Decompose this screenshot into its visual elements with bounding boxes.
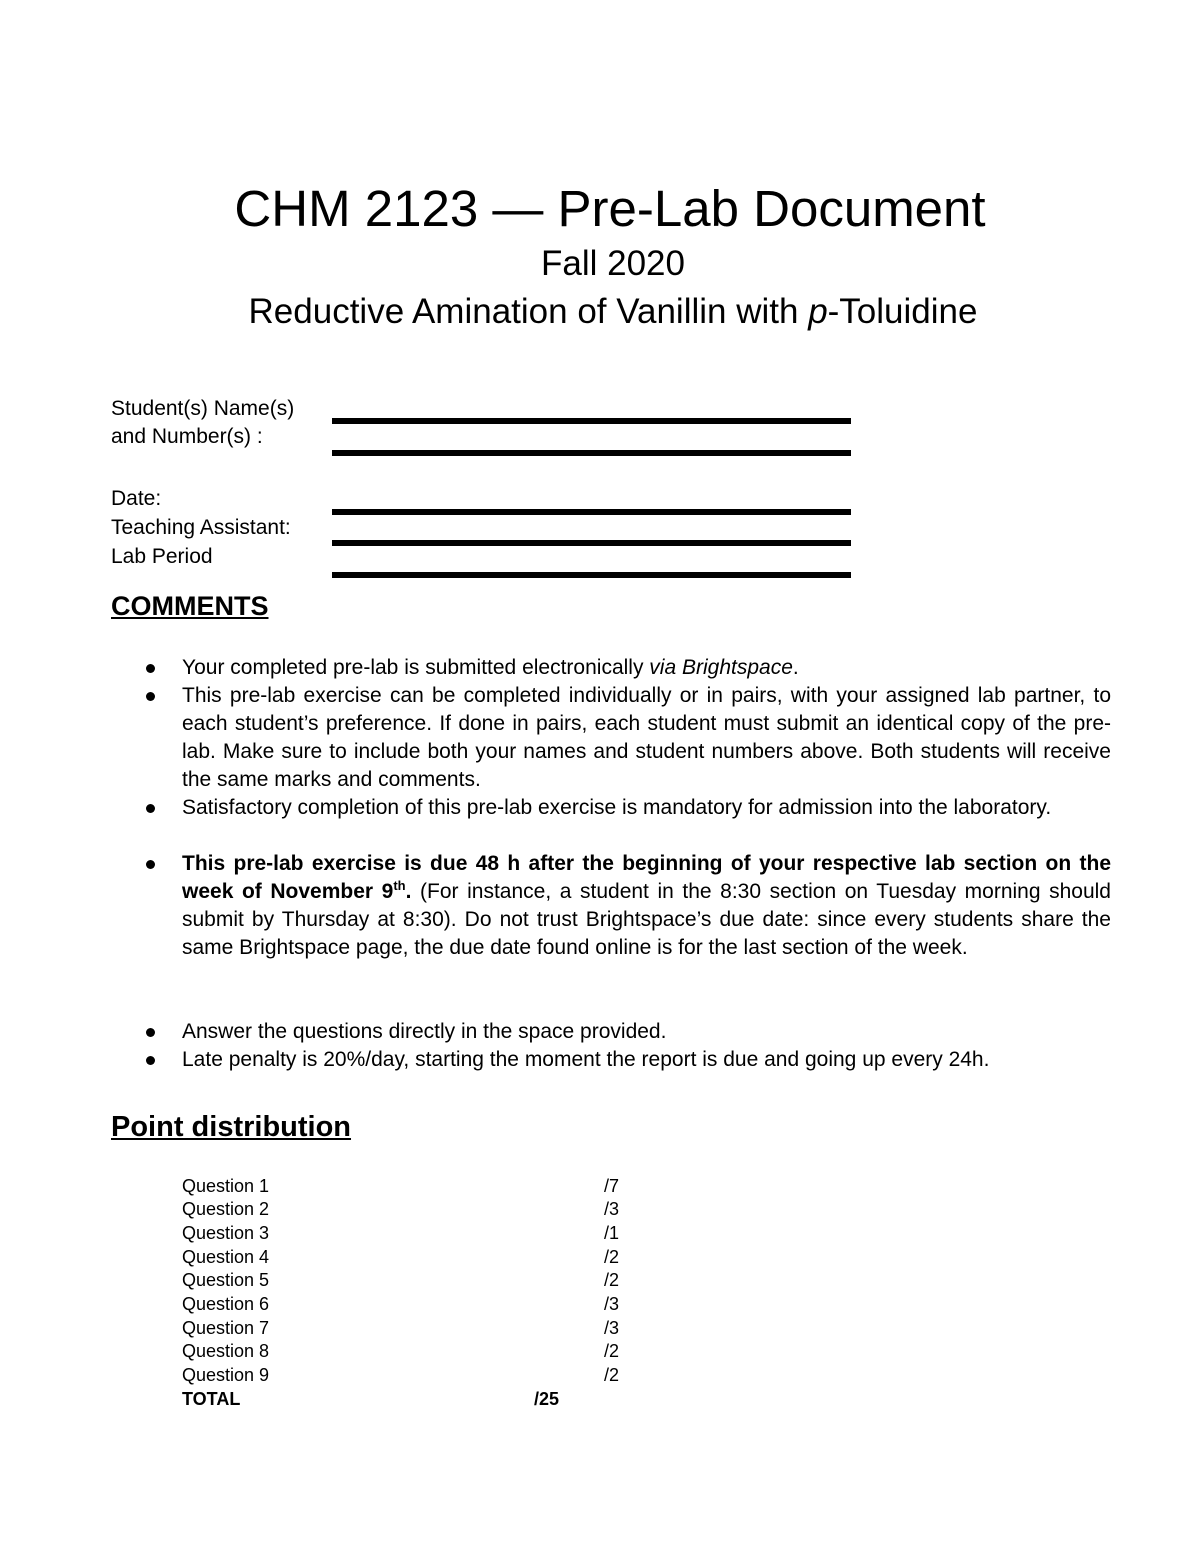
list-item	[182, 850, 1111, 962]
list-item	[182, 1018, 1111, 1046]
due-date-sup: th	[393, 878, 406, 893]
list-item	[182, 682, 1111, 794]
question-label: Question 6	[182, 1294, 270, 1314]
question-points: /2	[604, 1247, 620, 1267]
teaching-assistant-blank[interactable]	[332, 540, 851, 546]
comment-text: Late penalty is 20%/day, starting the moment the report is due and going up every 24h.	[182, 1048, 990, 1071]
bullet-icon	[146, 1028, 155, 1037]
total-points: /25	[534, 1389, 560, 1409]
question-points: /2	[604, 1365, 620, 1385]
due-date-bold: This pre-lab exercise is due 48 h after the beginning of your respective lab section on the week of November 9	[182, 852, 1111, 903]
question-points: /2	[604, 1270, 620, 1290]
question-label: Question 7	[182, 1318, 270, 1338]
lab-period-blank[interactable]	[332, 572, 851, 578]
experiment-title-italic: p	[808, 292, 828, 331]
comment-text: Answer the questions directly in the space provided.	[182, 1020, 667, 1043]
question-label: Question 5	[182, 1270, 270, 1290]
lab-period-label: Lab Period	[111, 545, 213, 568]
term-subtitle: Fall 2020	[541, 244, 685, 283]
due-date-bold-end: .	[405, 880, 412, 903]
experiment-title	[0, 292, 1200, 332]
bullet-icon	[146, 1056, 155, 1065]
bullet-icon	[146, 804, 155, 813]
student-names-label: Student(s) Name(s)	[111, 397, 295, 420]
student-names-blank-2[interactable]	[332, 450, 851, 456]
date-label: Date:	[111, 487, 162, 510]
date-blank[interactable]	[332, 509, 851, 515]
student-names-blank-1[interactable]	[332, 418, 851, 424]
point-distribution-heading: Point distribution	[111, 1111, 352, 1143]
question-points: /3	[604, 1199, 620, 1219]
question-points: /2	[604, 1341, 620, 1361]
experiment-title-prefix: Reductive Amination of Vanillin with	[248, 292, 809, 331]
comment-text: Your completed pre-lab is submitted electronically	[182, 656, 650, 679]
question-points: /1	[604, 1223, 620, 1243]
question-label: Question 9	[182, 1365, 270, 1385]
question-label: Question 8	[182, 1341, 270, 1361]
question-label: Question 1	[182, 1176, 270, 1196]
question-label: Question 4	[182, 1247, 270, 1267]
list-item	[182, 654, 1111, 682]
comment-text: Satisfactory completion of this pre-lab exercise is mandatory for admission into the laboratory.	[182, 796, 1052, 819]
comment-italic: via Brightspace	[649, 656, 793, 679]
list-item	[182, 794, 1111, 822]
question-points: /3	[604, 1318, 620, 1338]
document-title: CHM 2123 — Pre-Lab Document	[234, 180, 986, 237]
question-label: Question 2	[182, 1199, 270, 1219]
bullet-icon	[146, 692, 155, 701]
comments-heading: COMMENTS	[111, 591, 269, 621]
question-label: Question 3	[182, 1223, 270, 1243]
experiment-title-suffix: -Toluidine	[827, 292, 978, 331]
bullet-icon	[146, 664, 155, 673]
comment-end: .	[792, 656, 799, 679]
comment-text: This pre-lab exercise can be completed individually or in pairs, with your assigned lab partner, to each student’s preference. If done in pairs, each student must submit an identical copy of the pre-lab. Make sure to include both your names and student numbers above. Both students will receive the same marks and comments.	[182, 684, 1111, 791]
question-points: /3	[604, 1294, 620, 1314]
comment-text: (For instance, a student in the 8:30 section on Tuesday morning should submit by Thursday at 8:30). Do not trust Brightspace’s due date: since every students share the same Brightspace page, the due date found online is for the last section of the week.	[182, 880, 1111, 959]
list-item	[182, 1046, 1111, 1074]
total-label: TOTAL	[182, 1389, 241, 1409]
bullet-icon	[146, 860, 155, 869]
question-points: /7	[604, 1176, 620, 1196]
teaching-assistant-label: Teaching Assistant:	[111, 516, 291, 539]
student-numbers-label: and Number(s) :	[111, 425, 263, 448]
